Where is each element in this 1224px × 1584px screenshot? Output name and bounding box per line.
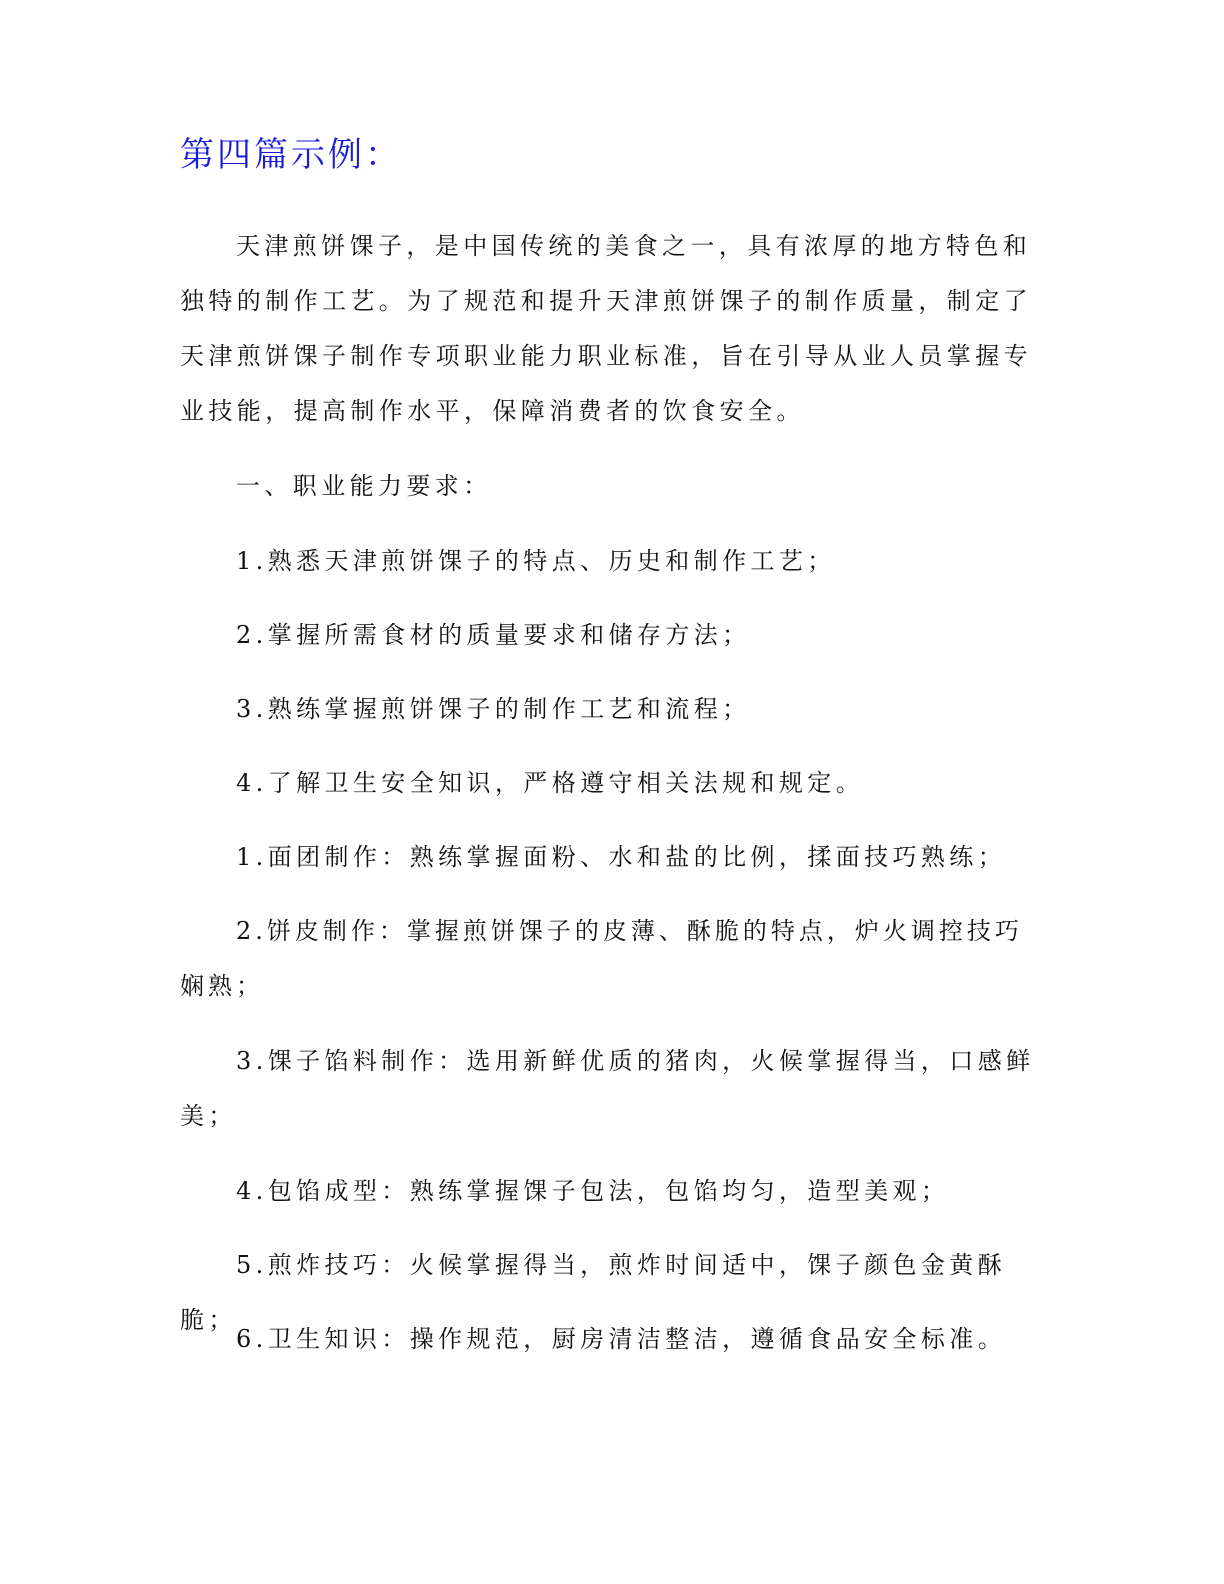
skill-item-5: 5.煎炸技巧：火候掌握得当，煎炸时间适中，馃子颜色金黄酥脆； (180, 1251, 1007, 1334)
skill-item-2: 2.饼皮制作：掌握煎饼馃子的皮薄、酥脆的特点，炉火调控技巧娴熟； (180, 917, 1023, 1000)
requirement-item-3: 3.熟练掌握煎饼馃子的制作工艺和流程； (236, 695, 751, 723)
section-heading: 一、职业能力要求： (236, 472, 492, 500)
skill-item-1: 1.面团制作：熟练掌握面粉、水和盐的比例，揉面技巧熟练； (236, 843, 1007, 871)
intro-paragraph: 天津煎饼馃子，是中国传统的美食之一，具有浓厚的地方特色和独特的制作工艺。为了规范和提升天津煎饼馃子的制作质量，制定了天津煎饼馃子制作专项职业能力职业标准，旨在引导从业人员掌握专业技能，提高制作水平，保障消费者的饮食安全。 (180, 232, 1032, 425)
skill-item-6: 6.卫生知识：操作规范，厨房清洁整洁，遵循食品安全标准。 (236, 1325, 1007, 1353)
requirement-item-4: 4.了解卫生安全知识，严格遵守相关法规和规定。 (236, 769, 865, 797)
page-title: 第四篇示例： (180, 135, 402, 175)
requirement-item-2: 2.掌握所需食材的质量要求和储存方法； (236, 621, 751, 649)
skill-item-3: 3.馃子馅料制作：选用新鲜优质的猪肉，火候掌握得当，口感鲜美； (180, 1047, 1035, 1130)
requirement-item-1: 1.熟悉天津煎饼馃子的特点、历史和制作工艺； (236, 547, 836, 575)
skill-item-4: 4.包馅成型：熟练掌握馃子包法，包馅均匀，造型美观； (236, 1177, 950, 1205)
